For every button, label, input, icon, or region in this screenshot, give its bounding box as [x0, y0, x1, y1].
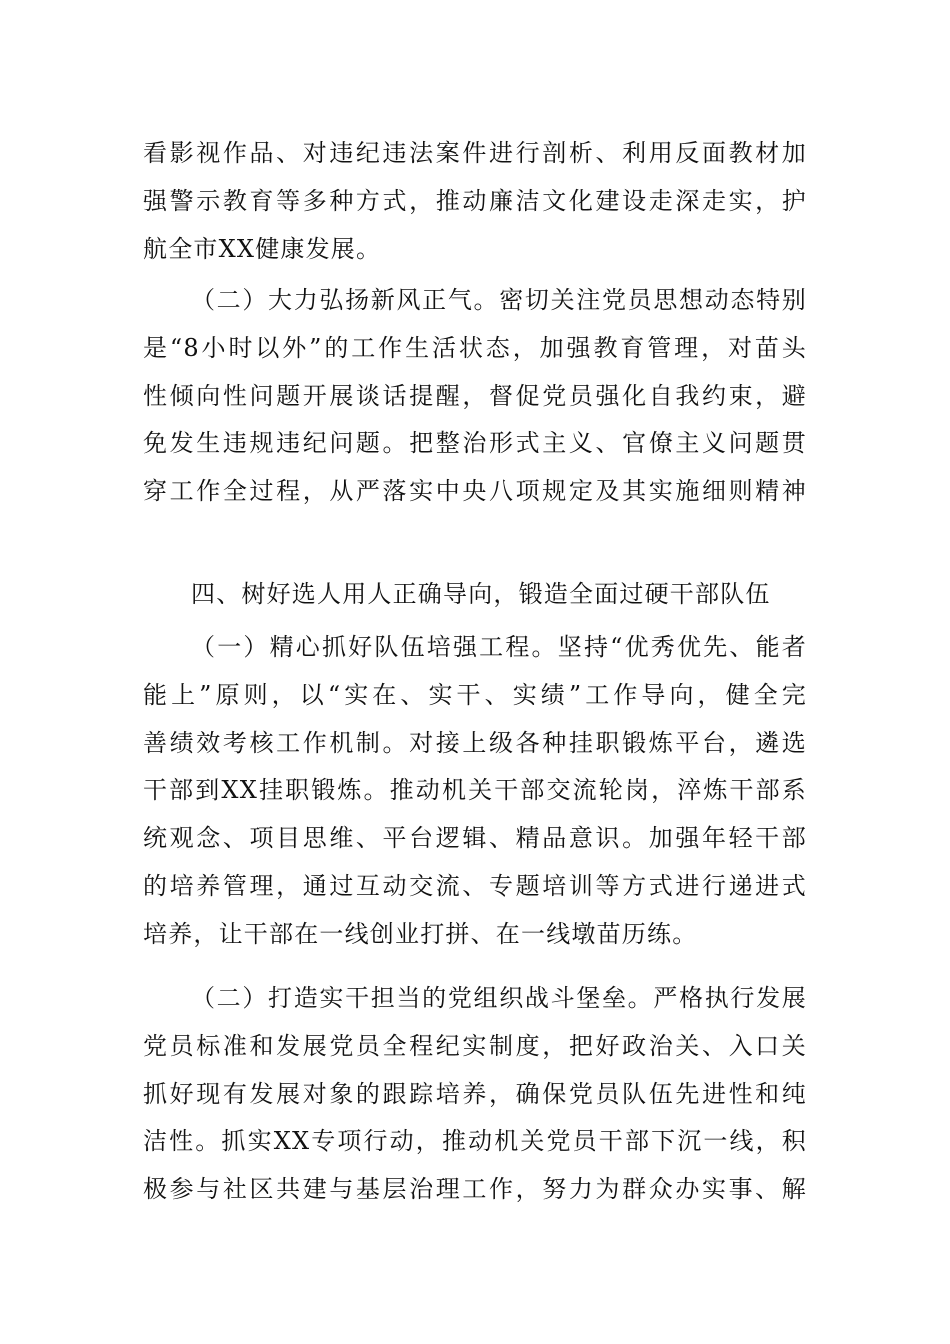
text-line: 看影视作品、对违纪违法案件进行剖析、利用反面教材加 — [143, 139, 807, 167]
text-line: 抓好现有发展对象的跟踪培养，确保党员队伍先进性和纯 — [143, 1079, 807, 1108]
text-line: （二）大力弘扬新风正气。密切关注党员思想动态特别 — [191, 286, 807, 314]
text-line: 是“8小时以外”的工作生活状态，加强教育管理，对苗头 — [143, 333, 807, 362]
paragraph-continuation — [143, 130, 807, 273]
text-line: 的培养管理，通过互动交流、专题培训等方式进行递进式 — [143, 871, 807, 900]
text-line: 洁性。抓实XX专项行动，推动机关党员干部下沉一线，积 — [143, 1127, 807, 1156]
text-line: 党员标准和发展党员全程纪实制度，把好政治关、入口关 — [143, 1031, 807, 1060]
text-line: 免发生违规违纪问题。把整治形式主义、官僚主义问题贯 — [143, 429, 807, 458]
text-line: （一）精心抓好队伍培强工程。坚持“优秀优先、能者 — [191, 633, 807, 661]
text-line: 航全市XX健康发展。 — [143, 234, 382, 263]
text-line: 善绩效考核工作机制。对接上级各种挂职锻炼平台，遴选 — [143, 728, 807, 757]
text-line: 培养，让干部在一线创业打拼、在一线墩苗历练。 — [143, 919, 698, 948]
paragraph-promote-new-culture — [143, 277, 807, 516]
text-line: （二）打造实干担当的党组织战斗堡垒。严格执行发展 — [191, 984, 807, 1012]
text-line: 能上”原则，以“实在、实干、实绩”工作导向，健全完 — [143, 680, 807, 709]
section-heading — [143, 571, 807, 619]
text-line: 统观念、项目思维、平台逻辑、精品意识。加强年轻干部 — [143, 824, 807, 853]
text-line: 穿工作全过程，从严落实中央八项规定及其实施细则精神 — [143, 477, 807, 506]
heading-line: 四、树好选人用人正确导向，锻造全面过硬干部队伍 — [191, 580, 771, 608]
paragraph-party-organization — [143, 975, 807, 1214]
text-line: 性倾向性问题开展谈话提醒，督促党员强化自我约束，避 — [143, 381, 807, 410]
text-line: 干部到XX挂职锻炼。推动机关干部交流轮岗，淬炼干部系 — [143, 776, 807, 805]
paragraph-team-building — [143, 624, 807, 959]
text-line: 强警示教育等多种方式，推动廉洁文化建设走深走实，护 — [143, 186, 807, 215]
text-line: 极参与社区共建与基层治理工作，努力为群众办实事、解 — [143, 1175, 807, 1204]
